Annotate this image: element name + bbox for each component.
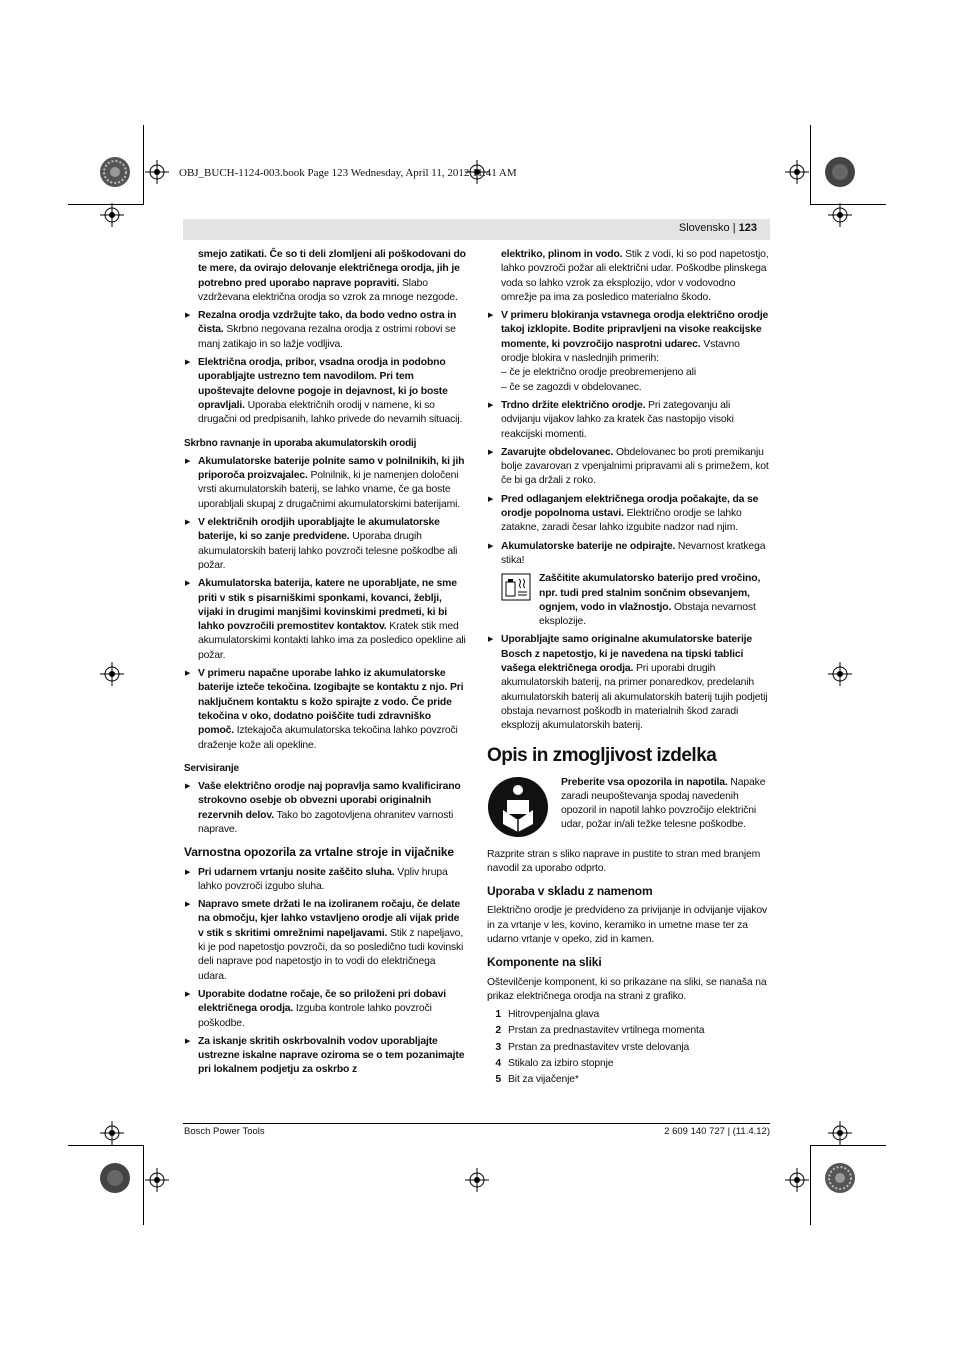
fold-out-text: Razprite stran s sliko naprave in pustite to stran med branjem navodil za uporabo odprto. (487, 848, 761, 874)
intro-paragraph: smejo zatikati. Če so ti deli zlomljeni ali poškodovani do te mere, da ovirajo delovanje električnega orodja, jih je potrebno pred uporabo naprave popraviti. Slabo vzdrževana električna orodja so vzrok za mnoge nezgode. (198, 249, 466, 303)
bullet-item: ▶ Pri udarnem vrtanju nosite zaščito sluha. Vpliv hrupa lahko povzroči izgubo sluha. (184, 866, 466, 895)
crosshair-icon (785, 160, 809, 184)
bullets-battery (184, 455, 466, 753)
right-column (487, 248, 770, 1090)
component-item: 5 Bit za vijačenje* (495, 1074, 579, 1086)
intended-use-text: Električno orodje je predvideno za privijanje in odvijanje vijakov in za vrtanje v les, kovino, keramiko in umetne mase ter za udarno vrtanje v opeko, zid in kamen. (487, 905, 768, 945)
original-battery-bullet: ▶ Uporabljajte samo originalne akumulatorske baterije Bosch z napetostjo, ki je navedena na tipski tablici vašega električnega orodja. Pri uporabi drugih akumulatorskih baterij, na primer ponaredkov, predelanih akumulatorskih baterij ali akumulatorskih baterij tujih podjetij obstaja nevarnost poškodb in materialnih škod zaradi eksplozij akumulatorskih baterij. (487, 633, 770, 733)
left-column (184, 248, 466, 1082)
bullet-item: ▶ Napravo smete držati le na izoliranem ročaju, če delate na območju, kjer lahko vstavljeno orodje ali vijak pride v stik s skritimi omrežnimi napeljavami. Stik z napeljavo, ki je pod napetostjo povzroči, da so posledično tudi kovinski deli naprave pod napetostjo in to vodi do električnega udara. (184, 898, 466, 984)
block-item: – če je električno orodje preobremenjeno ali (501, 367, 696, 379)
bullet-item: ▶ Rezalna orodja vzdržujte tako, da bodo vedno ostra in čista. Skrbno negovana rezalna orodja z ostrimi robovi se manj zatikajo in so lažje vodljiva. (184, 309, 466, 352)
bullets-service (184, 780, 466, 837)
read-instructions-note: Preberite vsa opozorila in napotila. Napake zaradi neupoštevanja spodaj navedenih opozoril in napotil lahko povzročijo električni udar, požar in/ali težke telesne poškodbe. (487, 776, 770, 838)
footer-rule (183, 1123, 770, 1124)
heat-warning-note: Zaščitite akumulatorsko baterijo pred vročino, npr. tudi pred stalnim sončnim obsevanjem, ognjem, vodo in vlažnostjo. Obstaja nevarnost eksplozije. (487, 572, 770, 629)
print-info-line: OBJ_BUCH-1124-003.book Page 123 Wednesday, April 11, 2012 11:41 AM (179, 167, 517, 179)
crosshair-icon (828, 203, 852, 227)
continuation-paragraph: elektriko, plinom in vodo. Stik z vodi, ki so pod napetostjo, lahko povzroči požar ali električni udar. Poškodbe plinskega voda so lahko vzrok za eksplozijo, vdor v vodovodno omrežje pa ima za posledico materialno škodo. (501, 249, 769, 303)
battery-heading: Skrbno ravnanje in uporaba akumulatorskih orodij (184, 437, 417, 449)
bullet-item: ▶ Pred odlaganjem električnega orodja počakajte, da se orodje popolnoma ustavi. Električno orodje se lahko zatakne, zaradi česar lahko izgubite nadzor nad njim. (487, 493, 770, 536)
color-wheel-icon (99, 1162, 131, 1194)
footer-doc-number: 2 609 140 727 | (11.4.12) (664, 1126, 770, 1137)
color-wheel-icon (99, 156, 131, 188)
crosshair-icon (828, 1121, 852, 1145)
read-manual-icon (487, 776, 549, 838)
component-item: 2 Prstan za prednastavitev vrtilnega momenta (495, 1025, 705, 1037)
block-item: – če se zagozdi v obdelovanec. (501, 381, 642, 393)
color-wheel-icon (824, 156, 856, 188)
language-label: Slovensko (678, 222, 730, 234)
bullets-maintenance (184, 309, 466, 427)
bullet-item: ▶ Akumulatorska baterija, katere ne uporabljate, ne sme priti v stik s pisarniškimi sponkami, kovanci, žeblji, vijaki in drugimi manjšimi kovinskimi predmeti, ki bi lahko povzročili premostitev kontaktov. Kratek stik med akumulatorskimi kontakti lahko ima za posledico opekline ali požar. (184, 577, 466, 663)
bullet-item: ▶ Zavarujte obdelovanec. Obdelovanec bo proti premikanju bolje zavarovan z vpenjalnimi pripravami ali s primežem, kot če bi ga držali z roko. (487, 446, 770, 489)
screwdriver-heading: Varnostna opozorila za vrtalne stroje in vijačnike (184, 845, 454, 860)
components-heading: Komponente na sliki (487, 955, 602, 970)
bullet-item: ▶ Vaše električno orodje naj popravlja samo kvalificirano strokovno osebje ob obvezni uporabi originalnih rezervnih delov. Tako bo zagotovljena ohranitev varnosti naprave. (184, 780, 466, 837)
crosshair-icon (145, 1168, 169, 1192)
bullet-item: ▶ Električna orodja, pribor, vsadna orodja in podobno uporabljajte ustrezno tem navodilom. Pri tem upoštevajte delovne pogoje in dejavnost, ki jo boste opravljali. Uporaba električnih orodij v namene, ki so drugačni od predpisanih, lahko privede do nevarnih situacij. (184, 356, 466, 427)
bullets-screwdriver (184, 866, 466, 1078)
components-text: Oštevilčenje komponent, ki so prikazane na sliki, se nanaša na prikaz električnega orodja na strani z grafiko. (487, 976, 767, 1002)
crosshair-icon (465, 1168, 489, 1192)
battery-heat-warning-icon (501, 573, 531, 601)
components-list (487, 1008, 770, 1087)
crosshair-icon (100, 203, 124, 227)
crosshair-icon (828, 662, 852, 686)
component-item: 3 Prstan za prednastavitev vrste delovanja (495, 1041, 690, 1053)
bullet-item: ▶ Uporabite dodatne ročaje, če so priloženi pri dobavi električnega orodja. Izguba kontrole lahko povzroči poškodbe. (184, 988, 466, 1031)
bullet-item: ▶ Za iskanje skritih oskrbovalnih vodov uporabljajte ustrezne iskalne naprave oziroma se o tem pozanimajte pri lokalnem podjetju za oskrbo z (184, 1035, 466, 1078)
blocking-bullet: ▶ V primeru blokiranja vstavnega orodja električno orodje takoj izklopite. Bodite pripravljeni na visoke reakcijske momente, ki povzročijo nasprotni udarec. Vstavno orodje blokira v naslednjih primerih: – če je električno orodje preobremenjeno ali – če se zagozdi v obdelovanec. (487, 309, 770, 395)
crosshair-icon (145, 160, 169, 184)
bullet-item: ▶ V primeru napačne uporabe lahko iz akumulatorske baterije izteče tekočina. Izogibajte se kontaktu z njo. Pri naključnem kontaktu s kožo spirajte z vodo. Če pride tekočina v oko, dodatno poiščite tudi zdravniško pomoč. Iztekajoča akumulatorska tekočina lahko povzroči draženje kože ali opekline. (184, 667, 466, 753)
section-title: Opis in zmogljivost izdelka (487, 744, 717, 766)
color-wheel-icon (824, 1162, 856, 1194)
bullets-right (487, 399, 770, 568)
crosshair-icon (785, 1168, 809, 1192)
crosshair-icon (100, 1121, 124, 1145)
bullet-item: ▶ Trdno držite električno orodje. Pri zategovanju ali odvijanju vijakov lahko za kratek čas nastopijo visoki reakcijski momenti. (487, 399, 770, 442)
page-number: 123 (738, 222, 757, 234)
footer-brand: Bosch Power Tools (184, 1126, 265, 1137)
bullet-item: ▶ Akumulatorske baterije ne odpirajte. Nevarnost kratkega stika! (487, 540, 770, 569)
bullet-item: ▶ Akumulatorske baterije polnite samo v polnilnikih, ki jih priporoča proizvajalec. Polnilnik, ki je namenjen določeni vrsti akumulatorskih baterij, se lahko vname, če ga boste uporabljali skupaj z drugačnimi akumulatorskimi baterijami. (184, 455, 466, 512)
page-header: Slovensko | 123 (678, 222, 757, 234)
bullet-item: ▶ V električnih orodjih uporabljajte le akumulatorske baterije, ki so zanje predvidene. Uporaba drugih akumulatorskih baterij lahko povzroči telesne poškodbe ali požar. (184, 516, 466, 573)
component-item: 4 Stikalo za izbiro stopnje (495, 1058, 614, 1070)
crosshair-icon (100, 662, 124, 686)
intended-use-heading: Uporaba v skladu z namenom (487, 884, 653, 899)
component-item: 1 Hitrovpenjalna glava (495, 1009, 600, 1021)
service-heading: Servisiranje (184, 762, 239, 774)
